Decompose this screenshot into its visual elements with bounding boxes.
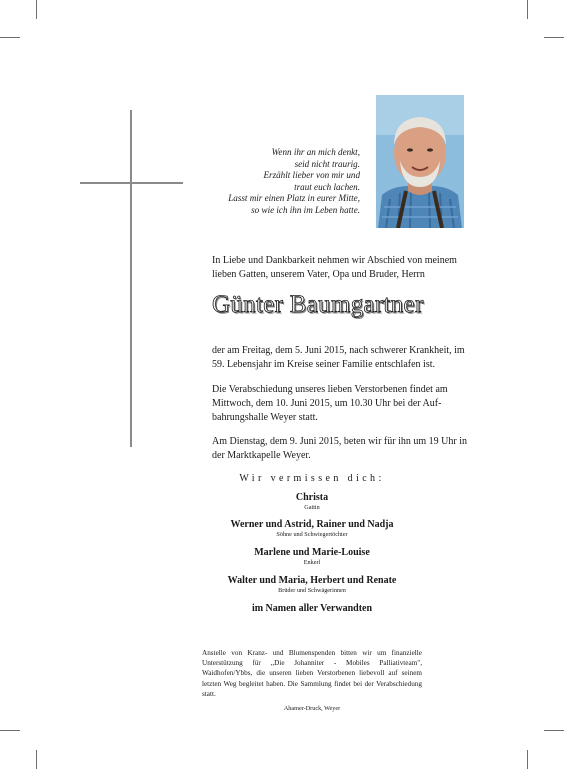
miss-heading: Wir vermissen dich:	[239, 473, 385, 484]
paragraph-line: der Marktkapelle Weyer.	[212, 450, 311, 462]
crop-mark-bottom-left-h	[0, 730, 20, 731]
notice-line: letzten Weg begleitet haben. Die Sammlung findet bei der Verabschiedung	[202, 679, 422, 688]
portrait-photo	[376, 95, 464, 228]
cross-horizontal-bar	[80, 182, 183, 184]
poem-line: Erzählt lieber von mir und	[263, 170, 360, 181]
intro-text	[212, 254, 457, 282]
poem-line: so wie ich ihn im Leben hatte.	[251, 204, 360, 215]
notice-line: Waidhofen/Ybbs, die unseren lieben Verstorbenen liebevoll auf seinem	[202, 669, 422, 678]
mourner-name: Christa	[295, 492, 329, 503]
poem-line: traut euch lachen.	[294, 181, 360, 192]
paragraph-line: 59. Lebensjahr im Kreise seiner Familie entschlafen ist.	[212, 359, 435, 371]
crop-mark-bottom-right-v	[527, 750, 528, 769]
deceased-name: Günter Baumgartner	[212, 291, 424, 318]
mourner-relation: Brüder und Schwägerinnen	[278, 587, 346, 594]
mourner-relation: Enkerl	[303, 559, 321, 566]
death-paragraph	[212, 344, 465, 372]
crop-mark-top-left-v	[36, 0, 37, 19]
cross-vertical-bar	[130, 110, 132, 447]
prayer-paragraph	[212, 435, 467, 463]
paragraph-line: Mittwoch, dem 10. Juni 2015, um 10.30 Uhr bei der Auf-	[212, 398, 442, 410]
crop-mark-top-right-h	[544, 37, 564, 38]
paragraph-line: Die Verabschiedung unseres lieben Verstorbenen findet am	[212, 384, 448, 395]
mourner-name: Marlene und Marie-Louise	[254, 547, 370, 558]
paragraph-line: der am Freitag, dem 5. Juni 2015, nach schwerer Krankheit, im	[212, 345, 465, 356]
memorial-poem	[210, 147, 360, 217]
poem-line: Wenn ihr an mich denkt,	[271, 147, 360, 157]
mourner-relation: Söhne und Schwiegertöchter	[276, 531, 348, 538]
crop-mark-bottom-left-v	[36, 750, 37, 769]
mourner-group	[212, 575, 412, 595]
notice-line: Anstelle von Kranz- und Blumenspenden bitten wir um finanzielle	[202, 649, 422, 657]
mourner-group	[212, 519, 412, 539]
paragraph-line: Am Dienstag, dem 9. Juni 2015, beten wir für ihn um 19 Uhr in	[212, 436, 467, 447]
intro-line: lieben Gatten, unserem Vater, Opa und Bruder, Herrn	[212, 269, 425, 280]
mourner-group	[212, 547, 412, 567]
poem-line: seid nicht traurig.	[294, 158, 360, 169]
farewell-paragraph	[212, 383, 448, 426]
crop-mark-bottom-right-h	[544, 730, 564, 731]
poem-line: Lasst mir einen Platz in eurer Mitte,	[228, 193, 360, 204]
donation-notice	[202, 648, 422, 699]
intro-line: In Liebe und Dankbarkeit nehmen wir Abschied von meinem	[212, 255, 457, 266]
portrait-illustration	[376, 95, 464, 228]
crop-mark-top-right-v	[527, 0, 528, 19]
crop-mark-top-left-h	[0, 37, 20, 38]
mourner-relation: Gattin	[304, 504, 320, 511]
paragraph-line: bahrungshalle Weyer statt.	[212, 412, 318, 424]
printer-credit: Ahamer-Druck, Weyer	[283, 705, 341, 712]
notice-line: statt.	[202, 689, 216, 698]
mourner-name: Walter und Maria, Herbert und Renate	[227, 575, 397, 586]
mourner-name: Werner und Astrid, Rainer und Nadja	[230, 519, 394, 530]
notice-line: Unterstützung für ,,Die Johanniter - Mobiles Palliativteam",	[202, 659, 422, 668]
mourner-group	[212, 492, 412, 512]
closing-line: im Namen aller Verwandten	[251, 603, 373, 614]
